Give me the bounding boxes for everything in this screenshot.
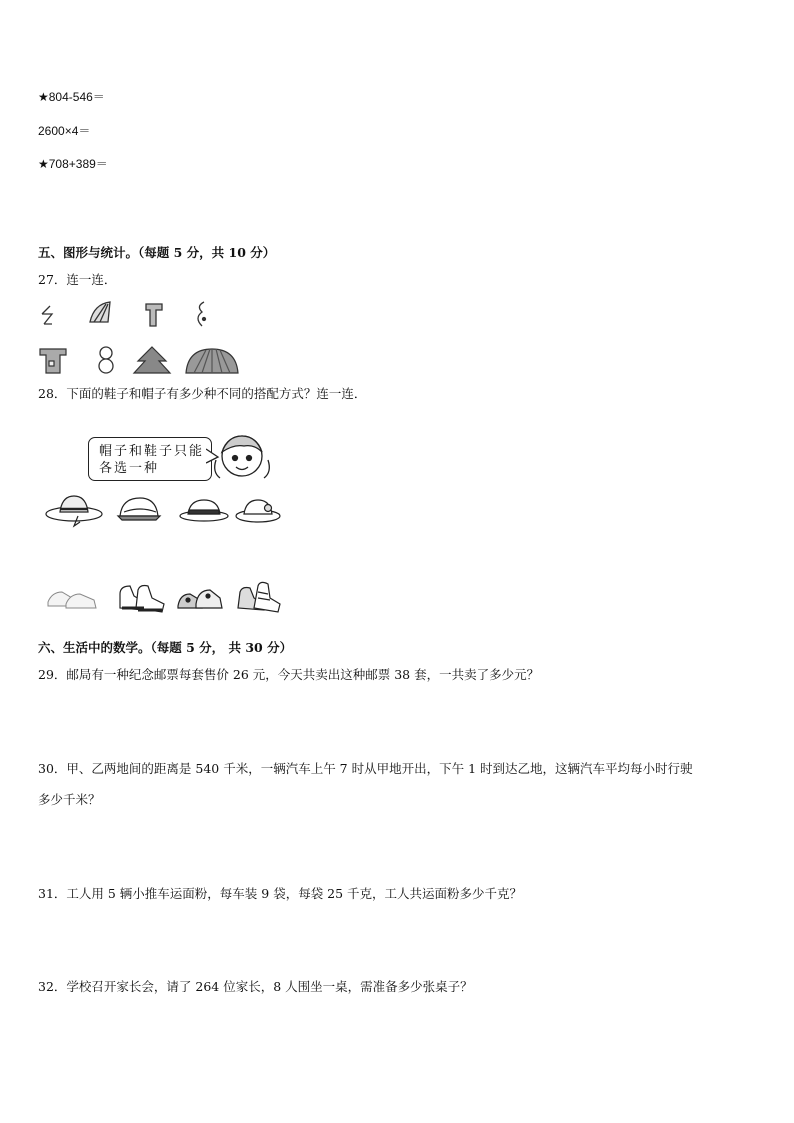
- umbrella-icon: [186, 349, 238, 373]
- question-31: 31．工人用 5 辆小推车运面粉，每车装 9 袋，每袋 25 千克，工人共运面粉多少千克？: [38, 886, 523, 901]
- high-top-shoes-icon: [238, 582, 280, 612]
- house-half-icon: [146, 304, 162, 326]
- sandals-icon: [178, 590, 222, 608]
- cap-icon: [118, 498, 160, 520]
- question-30-line-1: 30．甲、乙两地间的距离是 540 千米，一辆汽车上午 7 时从甲地开出，下午 1 时到达乙地，这辆汽车平均每小时行驶: [38, 761, 693, 776]
- question-32: 32．学校召开家长会，请了 264 位家长，8 人围坐一桌，需准备多少张桌子？: [38, 979, 473, 994]
- lightning-half-icon: [42, 306, 52, 324]
- section5-heading: 五、图形与统计。（每题 5 分，共 10 分）: [38, 245, 276, 260]
- section6-heading: 六、生活中的数学。（每题 5 分， 共 30 分）: [38, 640, 293, 655]
- snowman-icon: [99, 347, 113, 373]
- wide-brim-hat-icon: [46, 496, 102, 526]
- hats-row: [44, 490, 284, 530]
- arithmetic-line-1: ★804-546＝: [38, 90, 105, 104]
- snowman-half-icon: [198, 302, 206, 326]
- speech-line-1: 帽子和鞋子只能: [99, 444, 205, 459]
- arithmetic-line-2: 2600×4＝: [38, 124, 91, 138]
- flower-hat-icon: [236, 500, 280, 522]
- fedora-hat-icon: [180, 500, 228, 521]
- umbrella-half-icon: [90, 302, 110, 322]
- question-30-line-2: 多少千米？: [38, 792, 101, 807]
- sneakers-icon: [48, 592, 96, 608]
- speech-bubble: [88, 437, 212, 481]
- boots-icon: [120, 586, 164, 613]
- shoes-row: [44, 580, 284, 614]
- speech-line-2: 各选一种: [99, 461, 160, 476]
- arithmetic-line-3: ★708+389＝: [38, 157, 108, 171]
- q27-full-shapes: [38, 345, 288, 375]
- house-icon: [40, 349, 66, 373]
- question-28: 28．下面的鞋子和帽子有多少种不同的搭配方式？连一连．: [38, 386, 367, 401]
- q27-partial-shapes: [38, 300, 238, 330]
- girl-face-icon: [210, 430, 274, 486]
- question-27: 27．连一连．: [38, 272, 117, 287]
- tree-icon: [134, 347, 170, 373]
- question-29: 29．邮局有一种纪念邮票每套售价 26 元，今天共卖出这种邮票 38 套，一共卖了多少元？: [38, 667, 540, 682]
